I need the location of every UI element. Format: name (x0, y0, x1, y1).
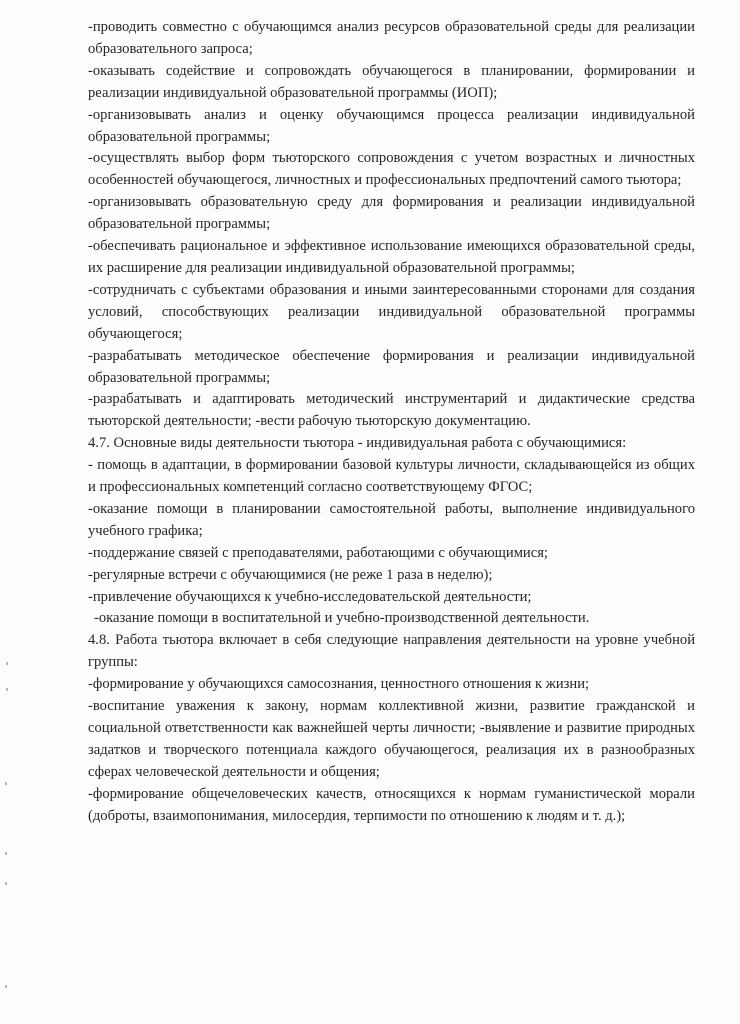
paragraph-12: -оказание помощи в планировании самостоятельной работы, выполнение индивидуального учебного графика; (88, 500, 695, 539)
paragraph-11: - помощь в адаптации, в формировании базовой культуры личности, складывающейся из общих и профессиональных компетенций согласно соответствующему ФГОС; (88, 457, 695, 496)
paragraph-18: -формирование у обучающихся самосознания, ценностного отношения к жизни; (88, 676, 590, 693)
paragraph-5: -организовывать образовательную среду для формирования и реализации индивидуальной образовательной программы; (88, 194, 695, 233)
paragraph-20: -формирование общечеловеческих качеств, относящихся к нормам гуманистической морали (доброты, взаимопонимания, милосердия, терпимости по отношению к людям и т. д.); (88, 785, 695, 824)
paragraph-15: -привлечение обучающихся к учебно-исследовательской деятельности; (88, 588, 532, 605)
section-heading-4-7: 4.7. Основные виды деятельности тьютора - индивидуальная работа с обучающимися: (88, 435, 627, 452)
paragraph-6: -обеспечивать рациональное и эффективное использование имеющихся образовательной среды, их расширение для реализации индивидуальной образовательной программы; (88, 238, 695, 276)
paragraph-4: -осуществлять выбор форм тьюторского сопровождения с учетом возрастных и личностных особенностей обучающегося, личностных и профессиональных предпочтений самого тьютора; (88, 150, 695, 189)
paragraph-3: -организовывать анализ и оценку обучающимся процесса реализации индивидуальной образовательной программы; (88, 106, 695, 145)
scan-speck (6, 662, 8, 665)
paragraph-1: -проводить совместно с обучающимся анализ ресурсов образовательной среды для реализации образовательного запроса; (88, 19, 695, 57)
scan-speck (5, 852, 7, 855)
paragraph-9: -разрабатывать и адаптировать методический инструментарий и дидактические средства тьюторской деятельности; -вести рабочую тьюторскую документацию. (88, 391, 695, 430)
scan-speck (5, 882, 7, 885)
scan-speck (6, 688, 8, 691)
scan-speck (5, 782, 7, 785)
scan-speck (5, 985, 7, 988)
paragraph-13: -поддержание связей с преподавателями, работающими с обучающимися; (88, 544, 548, 561)
section-heading-4-8: 4.8. Работа тьютора включает в себя следующие направления деятельности на уровне учебной группы: (88, 632, 695, 671)
paragraph-14: -регулярные встречи с обучающимися (не реже 1 раза в неделю); (88, 566, 493, 583)
paragraph-8: -разрабатывать методическое обеспечение формирования и реализации индивидуальной образовательной программы; (88, 347, 695, 386)
paragraph-19: -воспитание уважения к закону, нормам коллективной жизни, развитие гражданской и социальной ответственности как важнейшей черты личности; -выявление и развитие природных задатков и творческого потенциала каждого обучающегося, реализация их в разнообразных сферах человеческой деятельности и общения; (88, 698, 695, 780)
paragraph-7: -сотрудничать с субъектами образования и иными заинтересованными сторонами для создания условий, способствующих реализации индивидуальной образовательной программы обучающегося; (88, 281, 695, 342)
paragraph-16: -оказание помощи в воспитательной и учебно-производственной деятельности. (94, 610, 590, 627)
document-body (88, 17, 695, 828)
paragraph-2: -оказывать содействие и сопровождать обучающегося в планировании, формировании и реализации индивидуальной образовательной программы (ИОП); (88, 62, 695, 101)
